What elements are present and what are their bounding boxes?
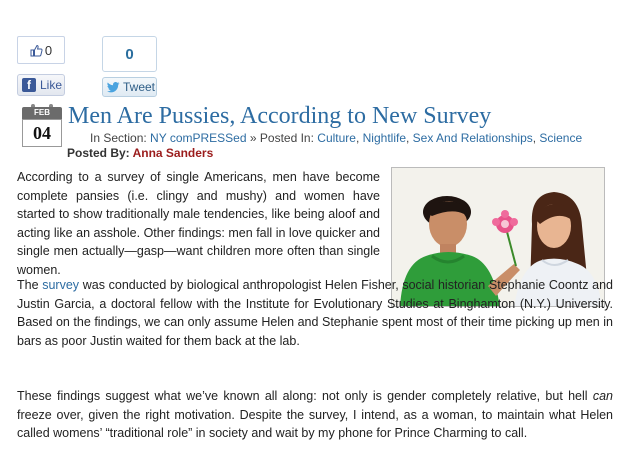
emphasis-text: can: [592, 389, 613, 403]
category-link-nightlife[interactable]: Nightlife: [362, 131, 406, 145]
body-paragraph-3: [17, 387, 613, 443]
body-paragraph-1: According to a survey of single Americans, men have become complete pansies (i.e. clingy and mushy) and women have started to show traditionally male tendencies, like being aloof and acting like an asshole. Other findings: men fall in love quicker and single men actually—gasp—want children more often than single women.: [17, 170, 380, 277]
tweet-button[interactable]: [102, 77, 157, 97]
twitter-tweet-count: 0: [102, 36, 157, 72]
post-meta: In Section: NY comPRESSed » Posted In: Culture, Nightlife, Sex And Relationships, Science: [90, 131, 583, 145]
paragraph-text: freeze over, given the right motivation. Despite the survey, I intend, as a woman, to maintain what Helen called womens’ “traditional role” in society and wait by my phone for Prince Charming to call.: [17, 407, 613, 440]
twitter-bird-icon: [107, 82, 120, 93]
posted-by-label: Posted By:: [67, 146, 130, 160]
author-name[interactable]: Anna Sanders: [132, 146, 214, 160]
category-link-science[interactable]: Science: [539, 131, 583, 145]
calendar-day: 04: [22, 119, 62, 147]
in-section-label: In Section:: [90, 131, 147, 145]
tweet-label: Tweet: [123, 80, 156, 94]
facebook-icon: f: [22, 78, 36, 92]
category-link-sex-and-relationships[interactable]: Sex And Relationships: [412, 131, 533, 145]
facebook-like-label: Like: [40, 78, 63, 92]
calendar-date-icon: [22, 104, 62, 148]
paragraph-text: The: [17, 278, 43, 292]
facebook-like-button[interactable]: [17, 74, 65, 96]
post-title[interactable]: Men Are Pussies, According to New Survey: [68, 103, 492, 129]
category-link-culture[interactable]: Culture: [317, 131, 356, 145]
social-share-bar: [17, 36, 217, 98]
posted-by: [67, 146, 213, 160]
posted-in-label: » Posted In:: [249, 131, 314, 145]
section-link[interactable]: NY comPRESSed: [150, 131, 247, 145]
paragraph-text: These findings suggest what we’ve known all along: not only is gender completely relative, but hell: [17, 389, 593, 403]
survey-link[interactable]: survey: [42, 278, 80, 292]
facebook-like-count: [17, 36, 65, 64]
calendar-month: FEB: [22, 107, 62, 119]
thumbs-up-icon: [30, 44, 43, 57]
body-paragraph-2: [17, 276, 613, 350]
facebook-count-value: 0: [44, 42, 53, 58]
paragraph-text: was conducted by biological anthropologist Helen Fisher, social historian Stephanie Coontz and Justin Garcia, a doctoral fellow with the Institute for Evolutionary Studies at Binghamton (N.Y.) University. Based on the findings, we can only assume Helen and Stephanie spent most of their time picking up men in bars as poor Justin waited for them back at the lab.: [17, 278, 614, 348]
